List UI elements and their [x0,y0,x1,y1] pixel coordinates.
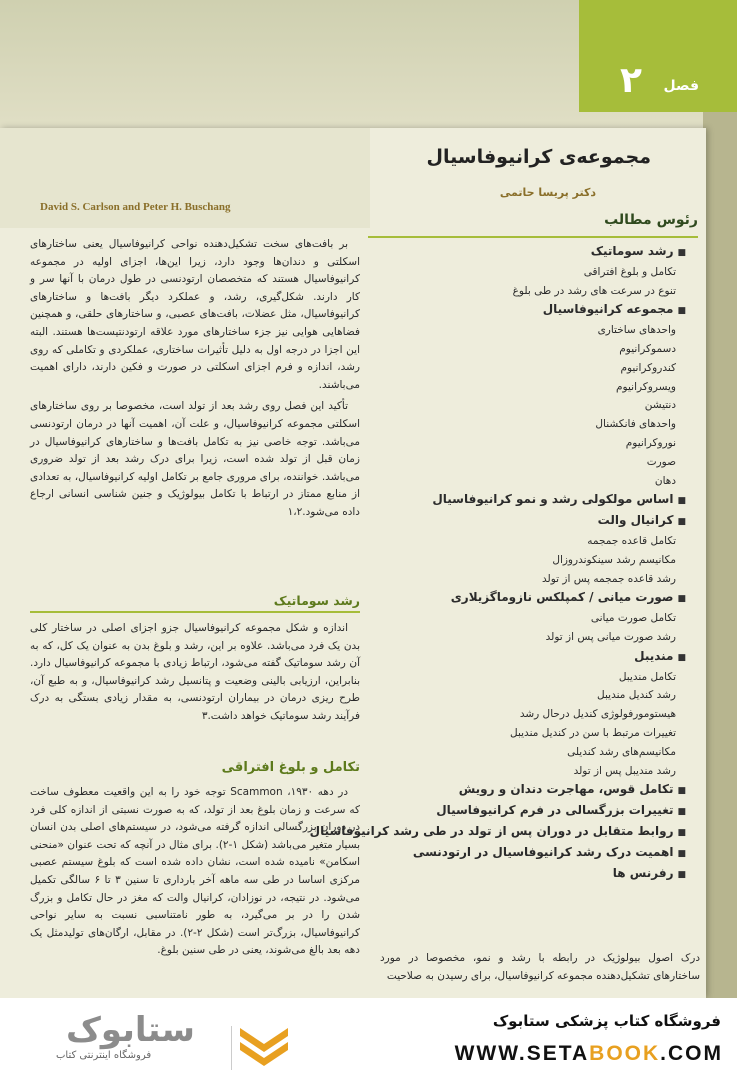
outline-sub-item: هیستومورفولوژی کندیل درحال رشد [519,708,676,721]
outline-main-item: ■ مندیبل [368,647,686,668]
outline-main-item: ■ اساس مولکولی رشد و نمو کرانیوفاسیال [368,490,686,511]
store-banner [0,998,737,1079]
chapter-tab [579,0,737,112]
outline-sub-item: تکامل صورت میانی [590,612,676,625]
outline-main-item: ■ مجموعه کرانیوفاسیال [368,300,686,321]
intro-paragraph: بر بافت‌های سخت تشکیل‌دهنده نواحی کرانیوفاسیال یعنی ساختارهای اسکلتی و دندان‌ها وجود دارد، زیرا این‌ها، اجزای اولیه در مجموعه کرانیوفاسیال هستند که متخصصان ارتودنسی در طول درمان با آنها سر و کار دارند. شکل‌گیری، رشد، و عملکرد دیگر بافت‌ها و ساختارهای کرانیوفاسیال، مثل عضلات، بافت‌های عصبی، و ساختارهای حلقی، و همچنین فضاهایی هوایی نیز جزء ساختارهای مورد علاقه ارتودنتیست‌ها هستند. البته این اجزا در درجه اول به دلیل تأثیرات ساختاری، عملکردی و تکاملی که روی رشد، اندازه و فرم اجزای اسکلتی در صورت و فکین دارند، دارای اهمیت می‌باشند. [30,238,360,391]
logo-tagline: فروشگاه اینترنتی کتاب [56,1050,152,1061]
chapter-outline [309,212,698,928]
outline-sub-item: نوروکرانیوم [625,436,676,449]
section-heading-somatic-growth: رشد سوماتیک [30,593,360,613]
url-accent: BOOK [589,1042,661,1065]
chapter-label: فصل [663,78,699,94]
outline-main-item: ■ تکامل قوس، مهاجرت دندان و رویش [368,780,686,801]
shop-url-link[interactable] [455,1042,723,1066]
outline-main-item: ■ رفرنس ها [368,864,686,885]
chapter-title: مجموعه‌ی کرانیوفاسیال [426,146,651,168]
section-paragraph: در دهه ۱۹۳۰، Scammon توجه خود را به این واقعیت معطوف ساخت که سرعت و زمان بلوغ بعد از تولد، که به صورت نسبتی از اندازه کلی فرد در دوران بزرگسالی اندازه گرفته می‌شود، در سیستم‌های اصلی بدن انسان بسیار متغیر می‌باشد (شکل ۱-۲). برای مثال در آنچه که تحت عنوان «منحنی اسکامن» نامیده شده است، نشان داده شده است که بلوغ سیستم عصبی مرکزی اساسا در طی سه ماهه آخر بارداری تا سنین ۳ تا ۶ سالگی تکمیل می‌شود. در نتیجه، در نوزادان، کرانیال والت که مغز در حال تکامل و بزرگ شدن را در بر می‌گیرد، به طور نامتناسبی نسبت به سایر نواحی کرانیوفاسیال، بزرگ‌تر است (شکل ۲-۲). در مقابل، ارگان‌های تولیدمثل یک دهه بعد بالغ می‌شوند، یعنی در طی سنین بلوغ. [30,786,361,957]
logo-wordmark: ستابوک [66,1010,195,1050]
book-logo-icon [236,1014,292,1070]
outline-main-item: ■ اهمیت درک رشد کرانیوفاسیال در ارتودنسی [368,843,686,864]
outline-sub-item: واحدهای ساختاری [597,324,676,337]
outline-main-item: ■ تغییرات بزرگسالی در فرم کرانیوفاسیال [368,801,686,822]
intro-paragraph: تأکید این فصل روی رشد بعد از تولد است، مخصوصا بر روی ساختارهای اسکلتی مجموعه کرانیوفاسیال، و علت آن، اهمیت آنها در درمان ارتودنسی می‌باشد. توجه خاصی نیز به تکامل بافت‌ها و ساختارهای کرانیوفاسیال در زمان قبل از تولد شده است، زیرا برای درک رشد بعد از تولد ضروری می‌باشد. خواننده، برای مروری جامع بر تکامل اولیه کرانیوفاسیال، به تعدادی از منابع ممتاز در ارتباط با تکامل بیولوژیک و جنین شناسی انسانی ارجاع داده می‌شود.۱،۲ [30,400,360,518]
outline-sub-item: مکانیسم رشد سینکوندروزال [552,553,676,566]
outline-sub-item: واحدهای فانکشنال [595,418,676,431]
translator-name: دکتر پریسا حاتمی [499,186,596,199]
outline-sub-item: صورت [646,455,676,468]
continued-paragraph: درک اصول بیولوژیک در رابطه با رشد و نمو، مخصوصا در مورد ساختارهای تشکیل‌دهنده مجموعه کرانیوفاسیال، برای رسیدن به صلاحیت [380,952,700,982]
author-band [0,128,370,228]
outline-main-item: ■ کرانیال والت [368,511,686,532]
outline-main-item: ■ رشد سوماتیک [368,242,686,263]
page-edge [703,112,737,1012]
outline-sub-item: دهان [654,474,676,487]
outline-sub-item: رشد قاعده جمجمه پس از تولد [542,572,676,585]
intro-text [30,236,360,526]
outline-sub-item: مکانیسم‌های رشد کندیلی [567,745,676,758]
section-heading-differential-maturation: تکامل و بلوغ افتراقی [221,760,360,775]
outline-main-item: ■ صورت میانی / کمپلکس نازوماگزیلاری [368,588,686,609]
section-body-differential-maturation [30,784,360,964]
outline-main-item: ■ روابط متقابل در دوران پس از تولد در طی رشد کرانیوفاسیال [368,822,686,843]
store-logo [26,1010,296,1068]
outline-sub-item: تغییرات مرتبط با سن در کندیل مندیبل [510,726,676,739]
outline-sub-item: دسموکرانیوم [619,342,676,355]
section-paragraph: اندازه و شکل مجموعه کرانیوفاسیال جزو اجزای اصلی در ساختار کلی بدن یک فرد می‌باشد. علاوه بر این، رشد و بلوغ بدن به عنوان یک کل، که به آن رشد سوماتیک گفته می‌شود، ارتباط زیادی با مجموعه کرانیوفاسیال دارد. بنابراین، ارزیابی بالینی وضعیت و پتانسیل رشد کرانیوفاسیال، و به طبع آن، طرح ریزی درمان در بیماران ارتودنسی، به مقدار زیادی بستگی به درک فرآیند رشد سوماتیک خواهد داشت.۳ [30,622,360,722]
outline-heading: رئوس مطالب [604,212,698,228]
outline-sub-item: کندروکرانیوم [620,361,676,374]
outline-sub-item: تکامل و بلوغ افتراقی [583,265,676,278]
shop-name: فروشگاه کتاب پزشکی ستابوک [492,1012,721,1030]
section-body-somatic-growth [30,620,360,730]
book-page [0,128,706,998]
outline-sub-item: تکامل مندیبل [618,670,676,683]
url-suffix: .COM [660,1042,723,1065]
url-prefix: WWW.SETA [454,1042,590,1065]
logo-divider [231,1026,232,1070]
outline-sub-item: رشد مندیبل پس از تولد [573,764,676,777]
chapter-number: ۲ [620,60,642,101]
outline-sub-item: ویسروکرانیوم [616,380,676,393]
outline-sub-item: رشد صورت میانی پس از تولد [545,630,676,643]
outline-sub-item: رشد کندیل مندیبل [597,689,676,702]
outline-sub-item: تنوع در سرعت های رشد در طی بلوغ [512,284,676,297]
author-names: David S. Carlson and Peter H. Buschang [40,201,231,213]
outline-sub-item: دنتیشن [644,399,676,412]
outline-list [309,238,698,884]
outline-sub-item: تکامل قاعده جمجمه [587,534,676,547]
